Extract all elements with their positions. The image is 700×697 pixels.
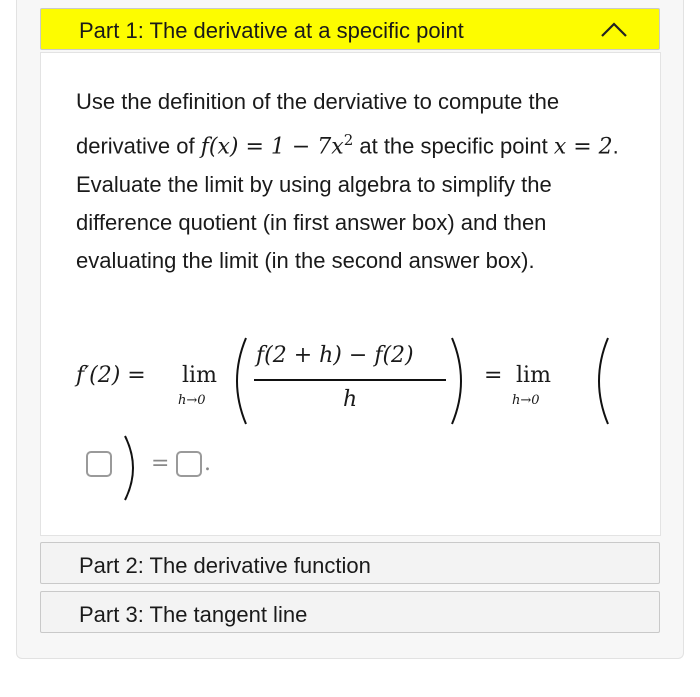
part2-header[interactable] [40,542,660,584]
instructions-text-1: Use the definition of the derviative to compute the derivative of [76,89,560,159]
instructions [76,83,636,280]
limit-label-2: lim [516,363,551,388]
part1-header[interactable] [40,8,660,50]
fraction-bar [254,379,446,381]
answer-box-1[interactable] [86,451,112,477]
answer-row [76,437,276,507]
numerator: f(2 + h) − f(2) [256,343,414,368]
equals-sign: = [484,363,503,388]
function-expression: f(x) = 1 − 7x [200,134,344,160]
formula-period: . [204,451,211,476]
right-paren-2 [121,433,143,503]
instructions-text-2: at the specific point [353,133,554,159]
limit-subscript-2: h→0 [512,393,540,408]
chevron-up-icon[interactable] [599,19,629,39]
point-expression: x = 2 [553,134,613,160]
answer-box-2[interactable] [176,451,202,477]
right-paren [448,335,472,427]
exponent: 2 [343,131,354,149]
equals-sign-2: = [151,451,170,476]
formula-lhs: f′(2) = [76,363,146,388]
limit-label: lim [182,363,217,388]
part2-title: Part 2: The derivative function [79,553,371,578]
part3-title: Part 3: The tangent line [79,602,308,627]
part1-content [40,52,661,536]
denominator: h [343,387,358,412]
part1-title: Part 1: The derivative at a specific point [79,18,464,43]
part3-header[interactable] [40,591,660,633]
limit-subscript: h→0 [178,393,206,408]
limit-formula [76,335,656,435]
instructions-text-3: . Evaluate the limit by using algebra to simplify the difference quotient (in first answer box) and then evaluating the limit (in the second answer box). [76,133,619,274]
left-paren [226,335,250,427]
left-paren-2 [588,335,612,427]
